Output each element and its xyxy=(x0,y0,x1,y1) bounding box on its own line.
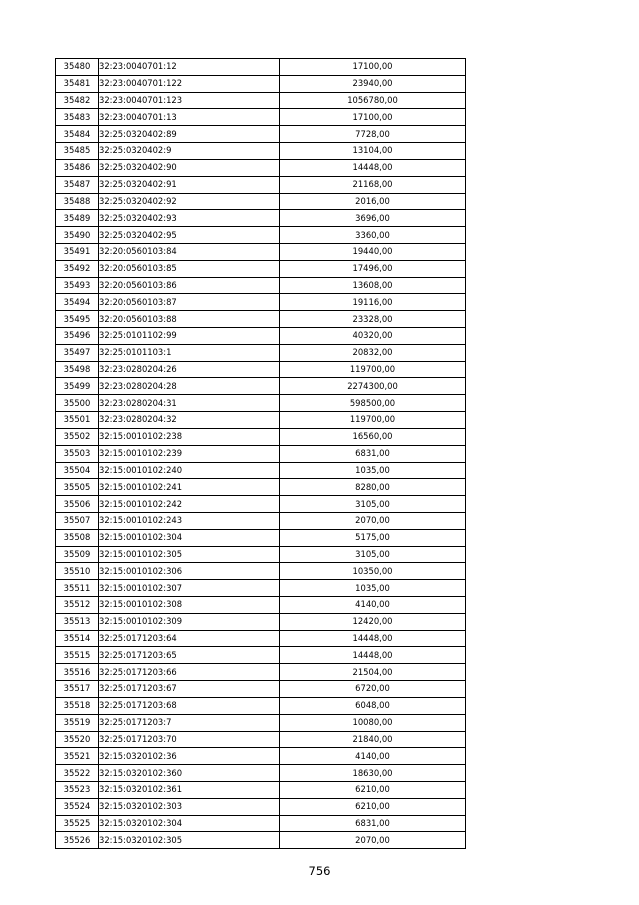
cadastral-number-cell: 32:15:0010102:243 xyxy=(99,512,280,529)
row-number-cell: 35484 xyxy=(56,126,99,143)
cadastral-number-cell: 32:25:0171203:7 xyxy=(99,714,280,731)
row-number-cell: 35502 xyxy=(56,428,99,445)
value-cell: 6831,00 xyxy=(280,445,466,462)
cadastral-number-cell: 32:15:0010102:239 xyxy=(99,445,280,462)
cadastral-number-cell: 32:23:0040701:13 xyxy=(99,109,280,126)
cadastral-number-cell: 32:15:0320102:361 xyxy=(99,781,280,798)
row-number-cell: 35509 xyxy=(56,546,99,563)
row-number-cell: 35507 xyxy=(56,512,99,529)
value-cell: 3360,00 xyxy=(280,227,466,244)
row-number-cell: 35496 xyxy=(56,328,99,345)
cadastral-number-cell: 32:15:0320102:305 xyxy=(99,832,280,849)
cadastral-number-cell: 32:20:0560103:85 xyxy=(99,260,280,277)
table-row xyxy=(56,664,466,681)
cadastral-number-cell: 32:15:0320102:360 xyxy=(99,765,280,782)
row-number-cell: 35510 xyxy=(56,563,99,580)
cadastral-number-cell: 32:23:0040701:122 xyxy=(99,75,280,92)
row-number-cell: 35518 xyxy=(56,697,99,714)
row-number-cell: 35508 xyxy=(56,529,99,546)
row-number-cell: 35512 xyxy=(56,597,99,614)
table-row xyxy=(56,546,466,563)
value-cell: 598500,00 xyxy=(280,395,466,412)
value-cell: 8280,00 xyxy=(280,479,466,496)
cadastral-number-cell: 32:25:0320402:91 xyxy=(99,176,280,193)
value-cell: 20832,00 xyxy=(280,344,466,361)
value-cell: 13608,00 xyxy=(280,277,466,294)
row-number-cell: 35492 xyxy=(56,260,99,277)
row-number-cell: 35485 xyxy=(56,143,99,160)
table-row xyxy=(56,311,466,328)
cadastral-number-cell: 32:20:0560103:84 xyxy=(99,243,280,260)
row-number-cell: 35497 xyxy=(56,344,99,361)
cadastral-number-cell: 32:15:0010102:305 xyxy=(99,546,280,563)
cadastral-number-cell: 32:20:0560103:88 xyxy=(99,311,280,328)
row-number-cell: 35514 xyxy=(56,630,99,647)
cadastral-number-cell: 32:23:0280204:28 xyxy=(99,378,280,395)
table-row xyxy=(56,681,466,698)
row-number-cell: 35481 xyxy=(56,75,99,92)
row-number-cell: 35523 xyxy=(56,781,99,798)
table-row xyxy=(56,815,466,832)
value-cell: 21504,00 xyxy=(280,664,466,681)
table-row xyxy=(56,647,466,664)
value-cell: 23328,00 xyxy=(280,311,466,328)
cadastral-number-cell: 32:15:0010102:242 xyxy=(99,496,280,513)
table-row xyxy=(56,143,466,160)
cadastral-number-cell: 32:25:0171203:70 xyxy=(99,731,280,748)
row-number-cell: 35503 xyxy=(56,445,99,462)
page-number: 756 xyxy=(308,864,331,878)
cadastral-number-cell: 32:20:0560103:86 xyxy=(99,277,280,294)
cadastral-number-cell: 32:15:0010102:308 xyxy=(99,597,280,614)
row-number-cell: 35490 xyxy=(56,227,99,244)
cadastral-number-cell: 32:25:0101102:99 xyxy=(99,328,280,345)
cadastral-number-cell: 32:25:0320402:9 xyxy=(99,143,280,160)
table-row xyxy=(56,361,466,378)
cadastral-number-cell: 32:23:0280204:31 xyxy=(99,395,280,412)
row-number-cell: 35493 xyxy=(56,277,99,294)
table-row xyxy=(56,798,466,815)
value-cell: 119700,00 xyxy=(280,412,466,429)
value-cell: 16560,00 xyxy=(280,428,466,445)
value-cell: 4140,00 xyxy=(280,597,466,614)
cadastral-number-cell: 32:25:0171203:65 xyxy=(99,647,280,664)
row-number-cell: 35482 xyxy=(56,92,99,109)
value-cell: 119700,00 xyxy=(280,361,466,378)
cadastral-number-cell: 32:25:0320402:95 xyxy=(99,227,280,244)
table-row xyxy=(56,832,466,849)
table-row xyxy=(56,529,466,546)
table-row xyxy=(56,378,466,395)
table-row xyxy=(56,176,466,193)
row-number-cell: 35480 xyxy=(56,59,99,76)
row-number-cell: 35515 xyxy=(56,647,99,664)
row-number-cell: 35499 xyxy=(56,378,99,395)
table-row xyxy=(56,59,466,76)
row-number-cell: 35487 xyxy=(56,176,99,193)
table-row xyxy=(56,697,466,714)
row-number-cell: 35486 xyxy=(56,159,99,176)
table-body xyxy=(56,59,466,849)
row-number-cell: 35522 xyxy=(56,765,99,782)
value-cell: 17100,00 xyxy=(280,109,466,126)
table-row xyxy=(56,714,466,731)
cadastral-number-cell: 32:25:0171203:66 xyxy=(99,664,280,681)
row-number-cell: 35513 xyxy=(56,613,99,630)
cadastral-number-cell: 32:25:0320402:90 xyxy=(99,159,280,176)
row-number-cell: 35526 xyxy=(56,832,99,849)
cadastral-number-cell: 32:23:0040701:12 xyxy=(99,59,280,76)
table-row xyxy=(56,462,466,479)
row-number-cell: 35517 xyxy=(56,681,99,698)
cadastral-number-cell: 32:25:0171203:64 xyxy=(99,630,280,647)
cadastral-number-cell: 32:15:0010102:304 xyxy=(99,529,280,546)
value-cell: 40320,00 xyxy=(280,328,466,345)
value-cell: 2274300,00 xyxy=(280,378,466,395)
table-row xyxy=(56,344,466,361)
value-cell: 13104,00 xyxy=(280,143,466,160)
table-row xyxy=(56,260,466,277)
cadastral-number-cell: 32:20:0560103:87 xyxy=(99,294,280,311)
row-number-cell: 35504 xyxy=(56,462,99,479)
table-row xyxy=(56,126,466,143)
table-row xyxy=(56,563,466,580)
value-cell: 6210,00 xyxy=(280,798,466,815)
value-cell: 4140,00 xyxy=(280,748,466,765)
cadastral-number-cell: 32:25:0320402:93 xyxy=(99,210,280,227)
value-cell: 17496,00 xyxy=(280,260,466,277)
value-cell: 17100,00 xyxy=(280,59,466,76)
value-cell: 3105,00 xyxy=(280,496,466,513)
row-number-cell: 35505 xyxy=(56,479,99,496)
value-cell: 2070,00 xyxy=(280,832,466,849)
value-cell: 21840,00 xyxy=(280,731,466,748)
table-row xyxy=(56,227,466,244)
row-number-cell: 35525 xyxy=(56,815,99,832)
table-row xyxy=(56,210,466,227)
cadastral-number-cell: 32:25:0171203:68 xyxy=(99,697,280,714)
value-cell: 6048,00 xyxy=(280,697,466,714)
cadastral-number-cell: 32:23:0040701:123 xyxy=(99,92,280,109)
row-number-cell: 35524 xyxy=(56,798,99,815)
value-cell: 19116,00 xyxy=(280,294,466,311)
table-row xyxy=(56,479,466,496)
row-number-cell: 35511 xyxy=(56,580,99,597)
table-row xyxy=(56,109,466,126)
table-row xyxy=(56,395,466,412)
table-row xyxy=(56,243,466,260)
value-cell: 7728,00 xyxy=(280,126,466,143)
table-row xyxy=(56,294,466,311)
table-row xyxy=(56,328,466,345)
value-cell: 5175,00 xyxy=(280,529,466,546)
row-number-cell: 35488 xyxy=(56,193,99,210)
table-row xyxy=(56,613,466,630)
value-cell: 3696,00 xyxy=(280,210,466,227)
row-number-cell: 35501 xyxy=(56,412,99,429)
table-row xyxy=(56,781,466,798)
row-number-cell: 35500 xyxy=(56,395,99,412)
cadastral-number-cell: 32:15:0010102:240 xyxy=(99,462,280,479)
table-row xyxy=(56,597,466,614)
table-row xyxy=(56,159,466,176)
cadastral-number-cell: 32:25:0320402:89 xyxy=(99,126,280,143)
table-row xyxy=(56,496,466,513)
row-number-cell: 35495 xyxy=(56,311,99,328)
value-cell: 2016,00 xyxy=(280,193,466,210)
cadastral-number-cell: 32:23:0280204:26 xyxy=(99,361,280,378)
value-cell: 1035,00 xyxy=(280,462,466,479)
row-number-cell: 35489 xyxy=(56,210,99,227)
cadastral-number-cell: 32:15:0010102:306 xyxy=(99,563,280,580)
cadastral-number-cell: 32:15:0010102:309 xyxy=(99,613,280,630)
table-row xyxy=(56,412,466,429)
cadastral-number-cell: 32:15:0010102:307 xyxy=(99,580,280,597)
value-cell: 1035,00 xyxy=(280,580,466,597)
value-cell: 6831,00 xyxy=(280,815,466,832)
cadastral-number-cell: 32:15:0010102:238 xyxy=(99,428,280,445)
value-cell: 19440,00 xyxy=(280,243,466,260)
cadastral-number-cell: 32:23:0280204:32 xyxy=(99,412,280,429)
value-cell: 6720,00 xyxy=(280,681,466,698)
table-row xyxy=(56,580,466,597)
table-row xyxy=(56,75,466,92)
cadastral-number-cell: 32:15:0320102:304 xyxy=(99,815,280,832)
table-row xyxy=(56,748,466,765)
value-cell: 2070,00 xyxy=(280,512,466,529)
table-row xyxy=(56,765,466,782)
row-number-cell: 35483 xyxy=(56,109,99,126)
cadastral-number-cell: 32:15:0320102:303 xyxy=(99,798,280,815)
value-cell: 21168,00 xyxy=(280,176,466,193)
table-row xyxy=(56,731,466,748)
row-number-cell: 35494 xyxy=(56,294,99,311)
row-number-cell: 35521 xyxy=(56,748,99,765)
table-row xyxy=(56,630,466,647)
value-cell: 23940,00 xyxy=(280,75,466,92)
table-row xyxy=(56,277,466,294)
value-cell: 14448,00 xyxy=(280,647,466,664)
row-number-cell: 35519 xyxy=(56,714,99,731)
value-cell: 14448,00 xyxy=(280,159,466,176)
table-row xyxy=(56,193,466,210)
value-cell: 6210,00 xyxy=(280,781,466,798)
row-number-cell: 35491 xyxy=(56,243,99,260)
value-cell: 1056780,00 xyxy=(280,92,466,109)
table-row xyxy=(56,428,466,445)
row-number-cell: 35498 xyxy=(56,361,99,378)
table-row xyxy=(56,445,466,462)
table-row xyxy=(56,512,466,529)
value-cell: 12420,00 xyxy=(280,613,466,630)
row-number-cell: 35520 xyxy=(56,731,99,748)
value-cell: 10350,00 xyxy=(280,563,466,580)
data-table xyxy=(55,58,466,849)
cadastral-number-cell: 32:15:0320102:36 xyxy=(99,748,280,765)
cadastral-number-cell: 32:15:0010102:241 xyxy=(99,479,280,496)
cadastral-number-cell: 32:25:0320402:92 xyxy=(99,193,280,210)
value-cell: 14448,00 xyxy=(280,630,466,647)
row-number-cell: 35506 xyxy=(56,496,99,513)
value-cell: 10080,00 xyxy=(280,714,466,731)
table-row xyxy=(56,92,466,109)
cadastral-number-cell: 32:25:0101103:1 xyxy=(99,344,280,361)
row-number-cell: 35516 xyxy=(56,664,99,681)
cadastral-number-cell: 32:25:0171203:67 xyxy=(99,681,280,698)
value-cell: 3105,00 xyxy=(280,546,466,563)
value-cell: 18630,00 xyxy=(280,765,466,782)
